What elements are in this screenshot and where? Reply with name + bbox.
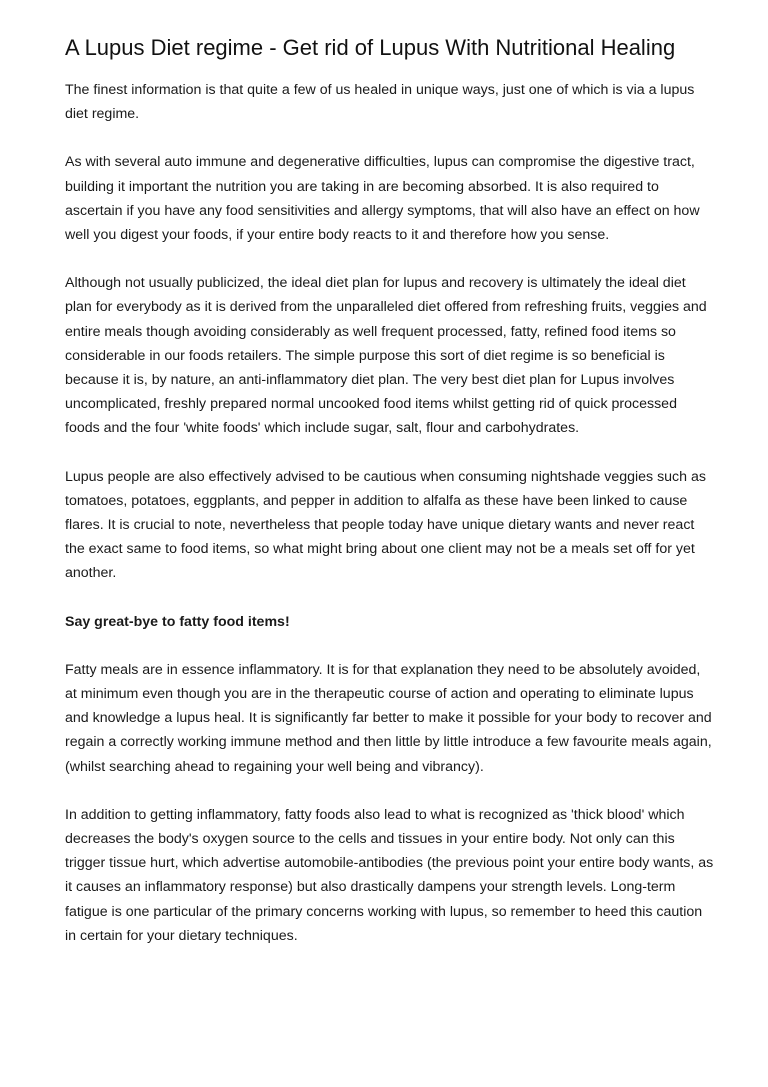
paragraph-fatty-meals: Fatty meals are in essence inflammatory. It is for that explanation they need to be absolutely avoided, at minimum even though you are in the therapeutic course of action and operating to eliminate lupus and knowledge a lupus heal. It is significantly far better to make it possible for your body to recover and regain a correctly working immune method and then little by little introduce a few favourite meals again, (whilst searching ahead to regaining your well being and vibrancy). bbox=[65, 661, 712, 775]
paragraph-digestive: As with several auto immune and degenerative difficulties, lupus can compromise the digestive tract, building it important the nutrition you are taking in are becoming absorbed. It is also required to ascertain if you have any food sensitivities and allergy symptoms, that will also have an effect on how well you digest your foods, if your entire body reacts to it and therefore how you sense. bbox=[65, 154, 700, 244]
paragraph-ideal-diet: Although not usually publicized, the ideal diet plan for lupus and recovery is ultimately the ideal diet plan for everybody as it is derived from the unparalleled diet offered from refreshing fruits, veggies and entire meals though avoiding considerably as well frequent processed, fatty, refined food items so considerable in our foods retailers. The simple purpose this sort of diet regime is so beneficial is because it is, by nature, an anti-inflammatory diet plan. The very best diet plan for Lupus involves uncomplicated, freshly prepared normal uncooked food items whilst getting rid of quick processed foods and the four 'white foods' which include sugar, salt, flour and carbohydrates. bbox=[65, 275, 707, 437]
paragraph-thick-blood: In addition to getting inflammatory, fatty foods also lead to what is recognized as 'thick blood' which decreases the body's oxygen source to the cells and tissues in your entire body. Not only can this trigger tissue hurt, which advertise automobile-antibodies (the previous point your entire body wants, as it causes an inflammatory response) but also drastically dampens your strength levels. Long-term fatigue is one particular of the primary concerns working with lupus, so remember to heed this caution in certain for your dietary techniques. bbox=[65, 806, 714, 944]
paragraph-nightshade: Lupus people are also effectively advised to be cautious when consuming nightshade veggies such as tomatoes, potatoes, eggplants, and pepper in addition to alfalfa as these have been linked to cause flares. It is crucial to note, nevertheless that people today have unique dietary wants and never react the exact same to food items, so what might bring about one client may not be a meals set off for yet another. bbox=[65, 468, 706, 582]
paragraph-intro: The finest information is that quite a few of us healed in unique ways, just one of which is via a lupus diet regime. bbox=[65, 82, 695, 123]
document-page bbox=[65, 36, 715, 972]
section-heading: Say great-bye to fatty food items! bbox=[65, 613, 290, 630]
document-title: A Lupus Diet regime - Get rid of Lupus With Nutritional Healing bbox=[65, 35, 676, 60]
